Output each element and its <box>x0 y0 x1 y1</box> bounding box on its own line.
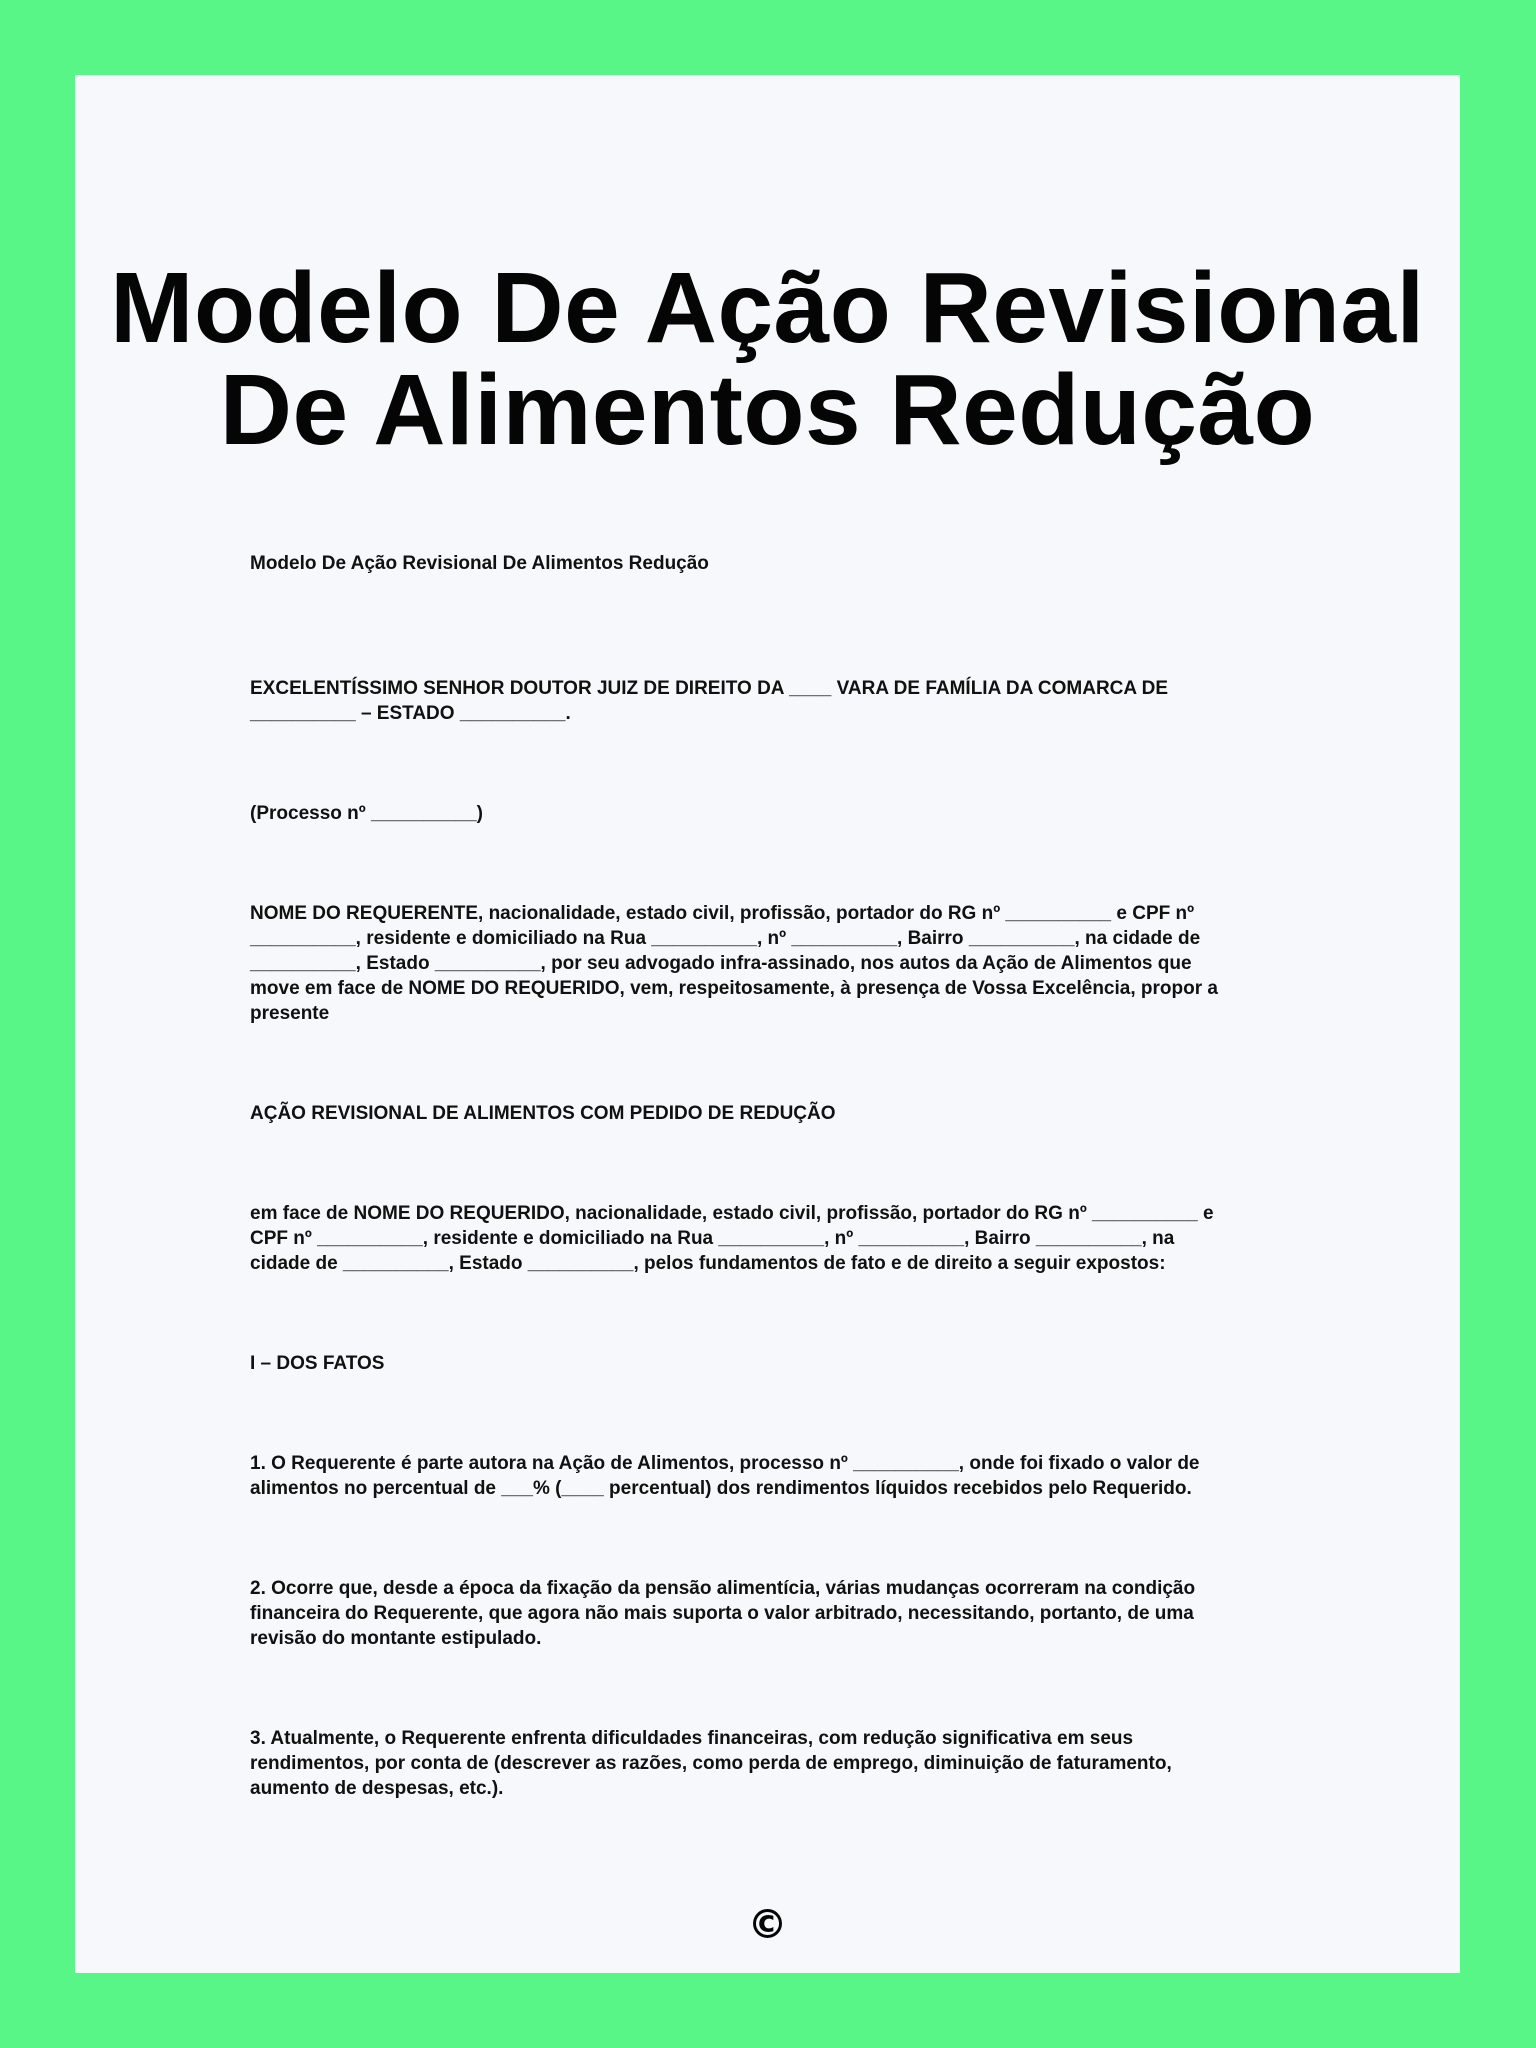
document-title-line-2: De Alimentos Redução <box>219 354 1316 466</box>
fact-paragraph-1: 1. O Requerente é parte autora na Ação de Alimentos, processo nº __________, onde foi fixado o valor de alimentos no percentual de ___% (____ percentual) dos rendimentos líquidos recebidos pelo Requerido. <box>250 1453 1200 1499</box>
fact-paragraph-3: 3. Atualmente, o Requerente enfrenta dificuldades financeiras, com redução significativa em seus rendimentos, por conta de (descrever as razões, como perda de emprego, diminuição de faturamento, aumento de despesas, etc.). <box>250 1728 1172 1799</box>
action-title: AÇÃO REVISIONAL DE ALIMENTOS COM PEDIDO DE REDUÇÃO <box>250 1103 836 1124</box>
fact-paragraph-2: 2. Ocorre que, desde a época da fixação da pensão alimentícia, várias mudanças ocorreram na condição financeira do Requerente, que agora não mais suporta o valor arbitrado, necessitando, portanto, de uma revisão do montante estipulado. <box>250 1578 1196 1649</box>
process-number: (Processo nº __________) <box>250 803 483 824</box>
document-page <box>75 75 1460 1973</box>
document-body <box>250 551 1360 1801</box>
document-title <box>75 252 1460 466</box>
section-facts-heading: I – DOS FATOS <box>250 1353 385 1374</box>
document-title-line-1: Modelo De Ação Revisional <box>110 252 1425 364</box>
defendant-paragraph: em face de NOME DO REQUERIDO, nacionalidade, estado civil, profissão, portador do RG nº __________ e CPF nº __________, residente e domiciliado na Rua __________, nº __________, Bairro __________, na cidade de __________, Estado __________, pelos fundamentos de fato e de direito a seguir expostos: <box>250 1203 1214 1274</box>
copyright-icon: © <box>747 1902 788 1948</box>
court-address: EXCELENTÍSSIMO SENHOR DOUTOR JUIZ DE DIREITO DA ____ VARA DE FAMÍLIA DA COMARCA DE __________ – ESTADO __________. <box>250 678 1169 724</box>
document-heading: Modelo De Ação Revisional De Alimentos Redução <box>250 553 709 574</box>
plaintiff-paragraph: NOME DO REQUERENTE, nacionalidade, estado civil, profissão, portador do RG nº __________ e CPF nº __________, residente e domiciliado na Rua __________, nº __________, Bairro __________, na cidade de __________, Estado __________, por seu advogado infra-assinado, nos autos da Ação de Alimentos que move em face de NOME DO REQUERIDO, vem, respeitosamente, à presença de Vossa Excelência, propor a presente <box>250 903 1218 1024</box>
